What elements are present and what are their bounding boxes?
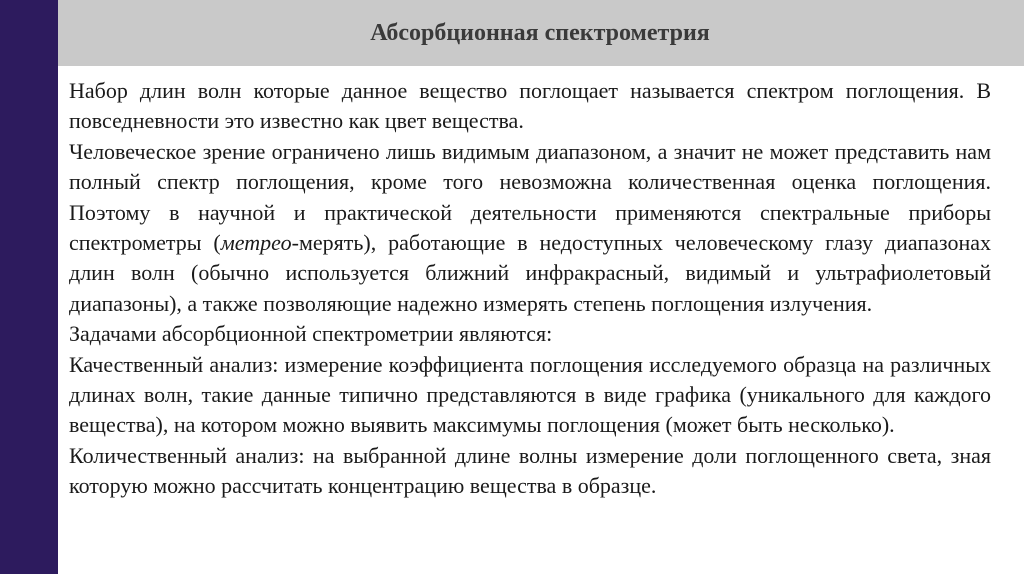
- paragraph-human-vision-start: Человеческое зрение ограничено лишь видимым диапазоном, а значит не может представить нам полный спектр поглощения, кроме того невозможна количественная оценка поглощения. Поэтому в научной и практической деятельности применяются спектральные приборы спектрометры (: [69, 138, 991, 256]
- slide-body: [69, 76, 991, 502]
- slide-title: Абсорбционная спектрометрия: [370, 19, 710, 46]
- paragraph-quantitative-analysis: Количественный анализ: на выбранной длине волны измерение доли поглощенного света, зная которую можно рассчитать концентрацию вещества в образце.: [69, 442, 991, 499]
- left-accent-bar: [0, 0, 58, 574]
- title-bar: [58, 0, 1024, 66]
- paragraph-human-vision: [69, 137, 991, 319]
- paragraph-human-vision-end: -мерять), работающие в недоступных человеческому глазу диапазонах длин волн (обычно используется ближний инфракрасный, видимый и ультрафиолетовый диапазоны), а также позволяющие надежно измерять степень поглощения излучения.: [69, 230, 992, 316]
- paragraph-tasks-heading: Задачами абсорбционной спектрометрии являются:: [69, 321, 553, 347]
- paragraph-qualitative-analysis: Качественный анализ: измерение коэффициента поглощения исследуемого образца на различных длинах волн, такие данные типично представляются в виде графика (уникального для каждого вещества), на котором можно выявить максимумы поглощения (может быть несколько).: [69, 351, 991, 438]
- paragraph-definition: Набор длин волн которые данное вещество поглощает называется спектром поглощения. В повседневности это известно как цвет вещества.: [69, 78, 991, 134]
- paragraph-human-vision-italic: метрео: [220, 230, 292, 256]
